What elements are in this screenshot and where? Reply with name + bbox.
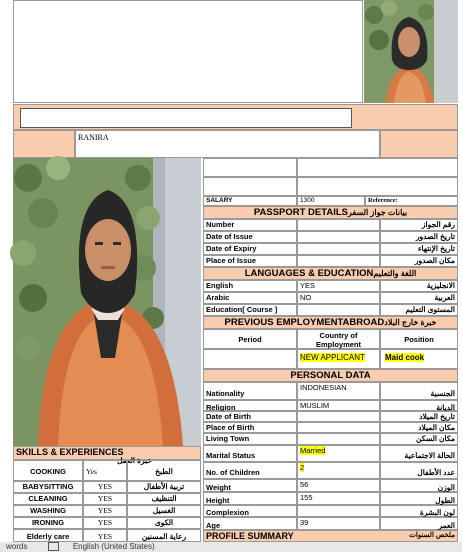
marital-status-ar: الحالة الاجتماعية — [380, 445, 458, 462]
proofing-icon[interactable] — [48, 542, 59, 551]
passport-row-issue-ar: تاريخ الصدور — [380, 231, 458, 243]
salary-value: 1300 — [297, 196, 365, 206]
pob-label: Place of Birth — [203, 422, 297, 433]
dob-ar: تاريخ الميلاد — [380, 411, 458, 422]
passport-row-number-ar: رقم الجواز — [380, 219, 458, 231]
reference-label: Reference: — [365, 196, 458, 206]
skill-cooking-value[interactable]: Yes — [83, 460, 127, 481]
blank-row-1b — [297, 158, 458, 177]
children-label: No. of Children — [203, 462, 297, 479]
name-row-left — [13, 130, 75, 158]
religion-value[interactable]: MUSLIM — [297, 400, 380, 411]
age-ar: العمر — [380, 517, 458, 530]
employment-position-value: Maid cook — [385, 353, 425, 362]
name-input-box[interactable] — [20, 108, 352, 128]
children-ar: عدد الأطفال — [380, 462, 458, 479]
employment-col-country: Country of Employment — [297, 329, 380, 349]
living-town-value[interactable] — [297, 433, 380, 445]
passport-row-number-label: Number — [203, 219, 297, 231]
language-indicator[interactable]: English (United States) — [72, 542, 155, 551]
complexion-value[interactable] — [297, 505, 380, 517]
skill-elderly-value[interactable]: YES — [83, 529, 127, 542]
skill-elderly-ar: رعاية المسنين — [127, 529, 201, 542]
height-value[interactable]: 155 — [297, 492, 380, 505]
height-label: Height — [203, 492, 297, 505]
nationality-value[interactable]: INDONESIAN — [297, 382, 380, 400]
applicant-name: RANIRA — [75, 130, 380, 158]
passport-row-expiry-label: Date of Expiry — [203, 243, 297, 255]
age-value[interactable]: 39 — [297, 517, 380, 530]
religion-label: Religion — [203, 400, 297, 411]
skill-cleaning-value[interactable]: YES — [83, 493, 127, 505]
lang-english-label: English — [203, 280, 297, 292]
applicant-photo-small-image — [364, 0, 458, 103]
employment-col-period: Period — [203, 329, 297, 349]
dob-label: Date of Birth — [203, 411, 297, 422]
pob-value[interactable] — [297, 422, 380, 433]
status-bar — [0, 542, 462, 552]
employment-header — [203, 316, 458, 329]
passport-title-ar: بيانات جواز السفر — [348, 208, 408, 217]
passport-row-issue-value[interactable] — [297, 231, 380, 243]
nationality-label: Nationality — [203, 382, 297, 400]
blank-row-2b — [297, 177, 458, 196]
weight-label: Weight — [203, 479, 297, 492]
passport-row-expiry-value[interactable] — [297, 243, 380, 255]
skill-cleaning-label: CLEANING — [13, 493, 83, 505]
children-cell[interactable] — [297, 462, 380, 479]
living-town-ar: مكان السكن — [380, 433, 458, 445]
salary-label: SALARY — [203, 196, 297, 206]
employment-title-en: PREVIOUS EMPLOYMENTABROAD — [224, 317, 385, 328]
employment-position-cell[interactable] — [380, 349, 458, 369]
complexion-label: Complexion — [203, 505, 297, 517]
employment-country-value: NEW APPLICANT — [300, 353, 365, 362]
skill-washing-ar: الغسيل — [127, 505, 201, 517]
religion-ar: الديانة — [380, 400, 458, 411]
languages-header — [203, 267, 458, 280]
skill-cleaning-ar: التنظيف — [127, 493, 201, 505]
weight-ar: الوزن — [380, 479, 458, 492]
skill-ironing-ar: الكوى — [127, 517, 201, 529]
languages-title-ar: اللغة والتعليم — [373, 269, 417, 278]
applicant-photo-large-image — [13, 158, 201, 446]
personal-data-header: PERSONAL DATA — [203, 369, 458, 382]
passport-row-expiry-ar: تاريخ الإنتهاء — [380, 243, 458, 255]
blank-row-1a — [203, 158, 297, 177]
profile-summary-header — [203, 530, 458, 542]
height-ar: الطول — [380, 492, 458, 505]
complexion-ar: لون البشرة — [380, 505, 458, 517]
skill-babysitting-value[interactable]: YES — [83, 481, 127, 493]
nationality-ar: الجنسية — [380, 382, 458, 400]
passport-row-issue-label: Date of Issue — [203, 231, 297, 243]
languages-title-en: LANGUAGES & EDUCATION — [244, 268, 374, 279]
employment-col-position: Position — [380, 329, 458, 349]
applicant-photo-large — [13, 158, 201, 446]
skill-washing-value[interactable]: YES — [83, 505, 127, 517]
skill-babysitting-label: BABYSITTING — [13, 481, 83, 493]
passport-title-en: PASSPORT DETAILS — [253, 207, 348, 218]
passport-row-place-ar: مكان الصدور — [380, 255, 458, 267]
applicant-photo-small — [364, 0, 458, 103]
skills-title-ar: خبرة العمل — [116, 456, 152, 465]
passport-row-place-label: Place of Issue — [203, 255, 297, 267]
skill-elderly-label: Elderly care — [13, 529, 83, 542]
employment-country-cell[interactable] — [297, 349, 380, 369]
name-row-right — [380, 130, 458, 158]
lang-arabic-value[interactable]: NO — [297, 292, 380, 304]
word-count[interactable]: words — [6, 542, 28, 551]
skill-cooking-label: COOKING — [13, 460, 83, 481]
lang-english-ar: الانجليزية — [380, 280, 458, 292]
passport-details-header — [203, 206, 458, 219]
pob-ar: مكان الميلاد — [380, 422, 458, 433]
dob-value[interactable] — [297, 411, 380, 422]
lang-arabic-ar: العربية — [380, 292, 458, 304]
weight-value[interactable]: 56 — [297, 479, 380, 492]
skills-header — [13, 446, 201, 465]
profile-summary-title-en: PROFILE SUMMARY — [206, 531, 294, 541]
passport-row-number-value[interactable] — [297, 219, 380, 231]
skill-cooking-ar: الطبخ — [127, 460, 201, 481]
profile-summary-title-ar: ملخص السنوات — [409, 532, 455, 539]
lang-arabic-label: Arabic — [203, 292, 297, 304]
marital-status-label: Marital Status — [203, 445, 297, 462]
skill-ironing-label: IRONING — [13, 517, 83, 529]
education-ar: المستوى التعليم — [380, 304, 458, 316]
children-value: 2 — [300, 463, 305, 472]
age-label: Age — [203, 517, 297, 530]
skill-babysitting-ar: تربية الأطفال — [127, 481, 201, 493]
top-header-box — [13, 0, 363, 103]
blank-row-2a — [203, 177, 297, 196]
employment-title-ar: خبرة خارج البلاد — [384, 318, 437, 327]
skills-title-en: SKILLS & EXPERIENCES — [16, 447, 124, 457]
employment-period-value[interactable] — [203, 349, 297, 369]
education-label: Education[ Course ] — [203, 304, 297, 316]
living-town-label: Living Town — [203, 433, 297, 445]
education-value[interactable] — [297, 304, 380, 316]
passport-row-place-value[interactable] — [297, 255, 380, 267]
skill-washing-label: WASHING — [13, 505, 83, 517]
marital-status-value: Married — [300, 446, 326, 455]
lang-english-value[interactable]: YES — [297, 280, 380, 292]
skill-ironing-value[interactable]: YES — [83, 517, 127, 529]
marital-status-cell[interactable] — [297, 445, 380, 462]
